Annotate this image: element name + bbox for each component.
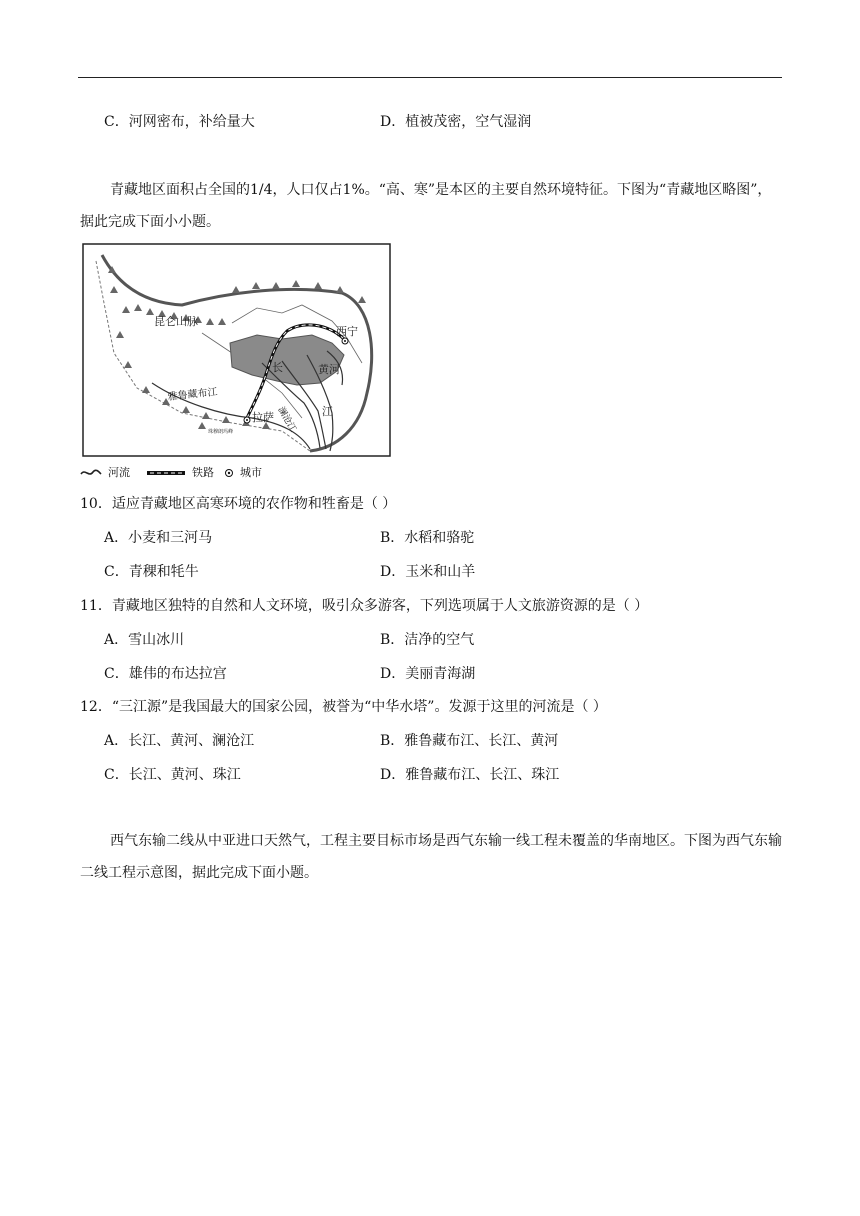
qinghai-tibet-map [82, 243, 391, 457]
legend-city: 城市 [240, 466, 262, 479]
question-11-option-b[interactable]: B．洁净的空气 [380, 632, 475, 648]
question-11-option-d[interactable]: D．美丽青海湖 [380, 666, 476, 682]
label-yarlung: 雅鲁藏布江 [167, 386, 219, 403]
prev-option-c[interactable]: C．河网密布，补给量大 [104, 114, 255, 130]
question-10-option-b[interactable]: B．水稻和骆驼 [380, 530, 475, 546]
header-rule [78, 77, 782, 78]
question-10-option-a[interactable]: A．小麦和三河马 [104, 530, 213, 546]
question-12-stem: 12．“三江源”是我国最大的国家公园，被誉为“中华水塔”。发源于这里的河流是（ ） [80, 699, 607, 715]
legend-railway: 铁路 [192, 466, 214, 479]
label-peak: 珠穆朗玛峰 [208, 429, 234, 435]
river-legend-icon [80, 468, 102, 478]
question-12-option-a[interactable]: A．长江、黄河、澜沧江 [104, 733, 255, 749]
question-10-option-d[interactable]: D．玉米和山羊 [380, 564, 476, 580]
label-lasa: 拉萨 [252, 411, 274, 424]
railway-legend-icon [146, 469, 186, 477]
label-chang: 长 [272, 361, 283, 374]
question-12-option-b[interactable]: B．雅鲁藏布江、长江、黄河 [380, 733, 559, 749]
label-huanghe: 黄河 [318, 363, 340, 376]
prev-option-d[interactable]: D．植被茂密，空气湿润 [380, 114, 532, 130]
question-10-option-c[interactable]: C．青稞和牦牛 [104, 564, 199, 580]
label-jiang: 江 [322, 405, 333, 418]
intro-paragraph-1: 青藏地区面积占全国的1/4，人口仅占1%。“高、寒”是本区的主要自然环境特征。下图为“青藏地区略图”，据此完成下面小小题。 [80, 182, 772, 230]
question-11-option-a[interactable]: A．雪山冰川 [104, 632, 185, 648]
label-xining: 西宁 [336, 325, 358, 338]
question-10-stem: 10．适应青藏地区高寒环境的农作物和牲畜是（ ） [80, 496, 397, 512]
question-11-option-c[interactable]: C．雄伟的布达拉宫 [104, 666, 227, 682]
intro-paragraph-2: 西气东输二线从中亚进口天然气，工程主要目标市场是西气东输一线工程未覆盖的华南地区。下图为西气东输二线工程示意图，据此完成下面小题。 [80, 833, 782, 881]
city-legend-icon [224, 468, 234, 478]
legend-river: 河流 [108, 466, 130, 479]
question-11-stem: 11．青藏地区独特的自然和人文环境，吸引众多游客，下列选项属于人文旅游资源的是（ ） [80, 598, 649, 614]
label-kunlun: 昆仑山脉 [154, 315, 198, 328]
map-legend [80, 466, 262, 480]
question-12-option-c[interactable]: C．长江、黄河、珠江 [104, 767, 241, 783]
question-12-option-d[interactable]: D．雅鲁藏布江、长江、珠江 [380, 767, 560, 783]
label-lancang: 澜沧江 [275, 405, 298, 434]
